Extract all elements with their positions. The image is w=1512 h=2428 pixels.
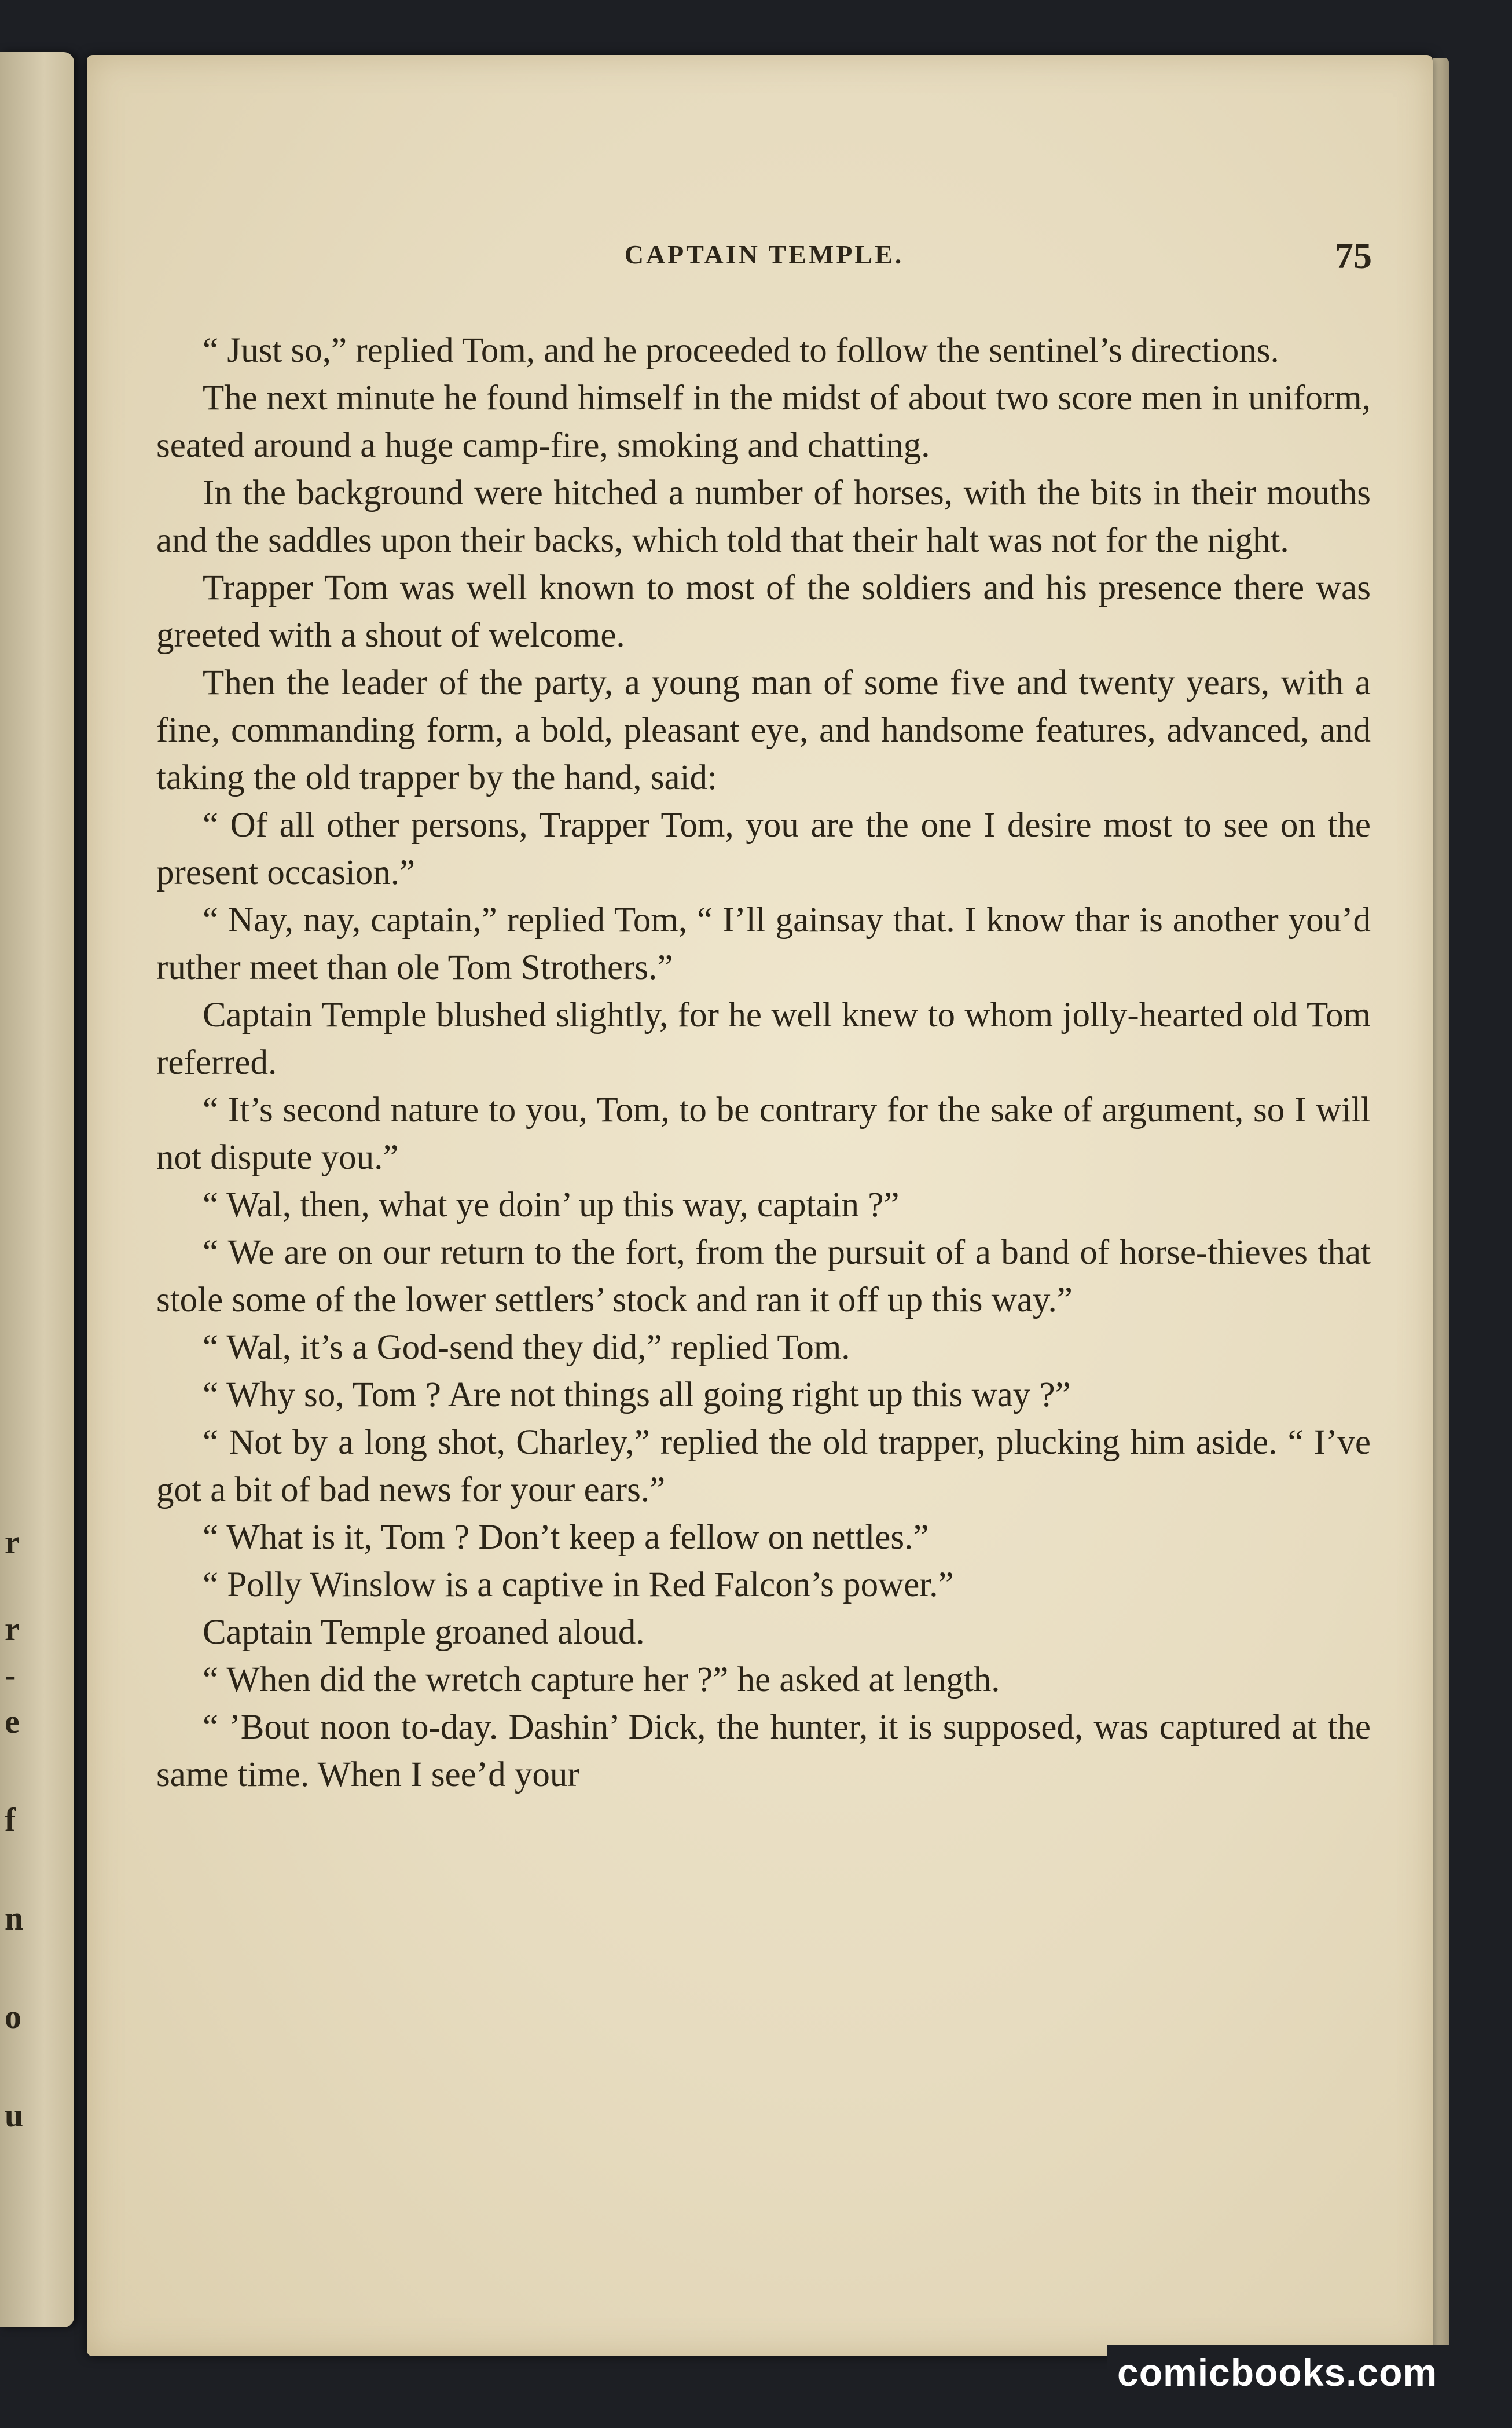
paragraph: “ Of all other persons, Trapper Tom, you are the one I desire most to see on the present occasion.” xyxy=(156,806,1371,892)
paragraph: “ ’Bout noon to-day. Dashin’ Dick, the hunter, it is supposed, was captured at the same time. When I see’d your xyxy=(156,1708,1371,1794)
paragraph: The next minute he found himself in the midst of about two score men in uniform, seated around a huge camp-fire, smoking and chatting. xyxy=(156,379,1371,465)
page-edge-right xyxy=(1433,58,1449,2353)
body-text xyxy=(156,327,1371,1799)
paragraph: “ Just so,” replied Tom, and he proceeded to follow the sentinel’s directions. xyxy=(203,331,1279,370)
paragraph: Then the leader of the party, a young man of some five and twenty years, with a fine, commanding form, a bold, pleasant eye, and handsome features, advanced, and taking the old trapper by the hand, said: xyxy=(156,663,1371,797)
paragraph: In the background were hitched a number of horses, with the bits in their mouths and the saddles upon their backs, which told that their halt was not for the night. xyxy=(156,474,1371,560)
watermark-text: comicbooks.com xyxy=(1117,2351,1438,2394)
page-number: 75 xyxy=(1335,235,1372,276)
running-head-title: CAPTAIN TEMPLE. xyxy=(624,240,904,269)
paragraph: “ Nay, nay, captain,” replied Tom, “ I’ll gainsay that. I know thar is another you’d ruther meet than ole Tom Strothers.” xyxy=(156,901,1371,987)
bleed-letter: u xyxy=(5,2096,24,2134)
bleed-letter: o xyxy=(5,1998,21,2035)
paragraph: “ Why so, Tom ? Are not things all going right up this way ?” xyxy=(203,1376,1071,1414)
bleed-letter: r xyxy=(5,1523,20,1561)
paragraph: “ It’s second nature to you, Tom, to be contrary for the sake of argument, so I will not dispute you.” xyxy=(156,1091,1371,1177)
paragraph: “ Not by a long shot, Charley,” replied the old trapper, plucking him aside. “ I’ve got a bit of bad news for your ears.” xyxy=(156,1423,1371,1509)
previous-page-edge xyxy=(0,52,74,2327)
bleed-letter: e xyxy=(5,1703,20,1740)
paragraph: “ Wal, then, what ye doin’ up this way, captain ?” xyxy=(203,1186,900,1224)
bleed-letter: f xyxy=(5,1801,16,1839)
paragraph: “ We are on our return to the fort, from the pursuit of a band of horse-thieves that stole some of the lower settlers’ stock and ran it off up this way.” xyxy=(156,1233,1371,1319)
paragraph: Trapper Tom was well known to most of the soldiers and his presence there was greeted with a shout of welcome. xyxy=(156,569,1371,655)
bleed-letter: n xyxy=(5,1899,24,1937)
book-page xyxy=(87,55,1433,2356)
paragraph: “ Polly Winslow is a captive in Red Falcon’s power.” xyxy=(203,1565,954,1604)
bleed-letter: - xyxy=(5,1656,16,1694)
paragraph: “ Wal, it’s a God-send they did,” replied Tom. xyxy=(203,1328,850,1367)
running-head xyxy=(156,235,1372,280)
paragraph: Captain Temple blushed slightly, for he well knew to whom jolly-hearted old Tom referred. xyxy=(156,996,1371,1082)
paragraph: “ When did the wretch capture her ?” he asked at length. xyxy=(203,1660,1000,1699)
bleed-letter: r xyxy=(5,1610,20,1648)
paragraph: “ What is it, Tom ? Don’t keep a fellow on nettles.” xyxy=(203,1518,929,1557)
paragraph: Captain Temple groaned aloud. xyxy=(203,1613,645,1652)
